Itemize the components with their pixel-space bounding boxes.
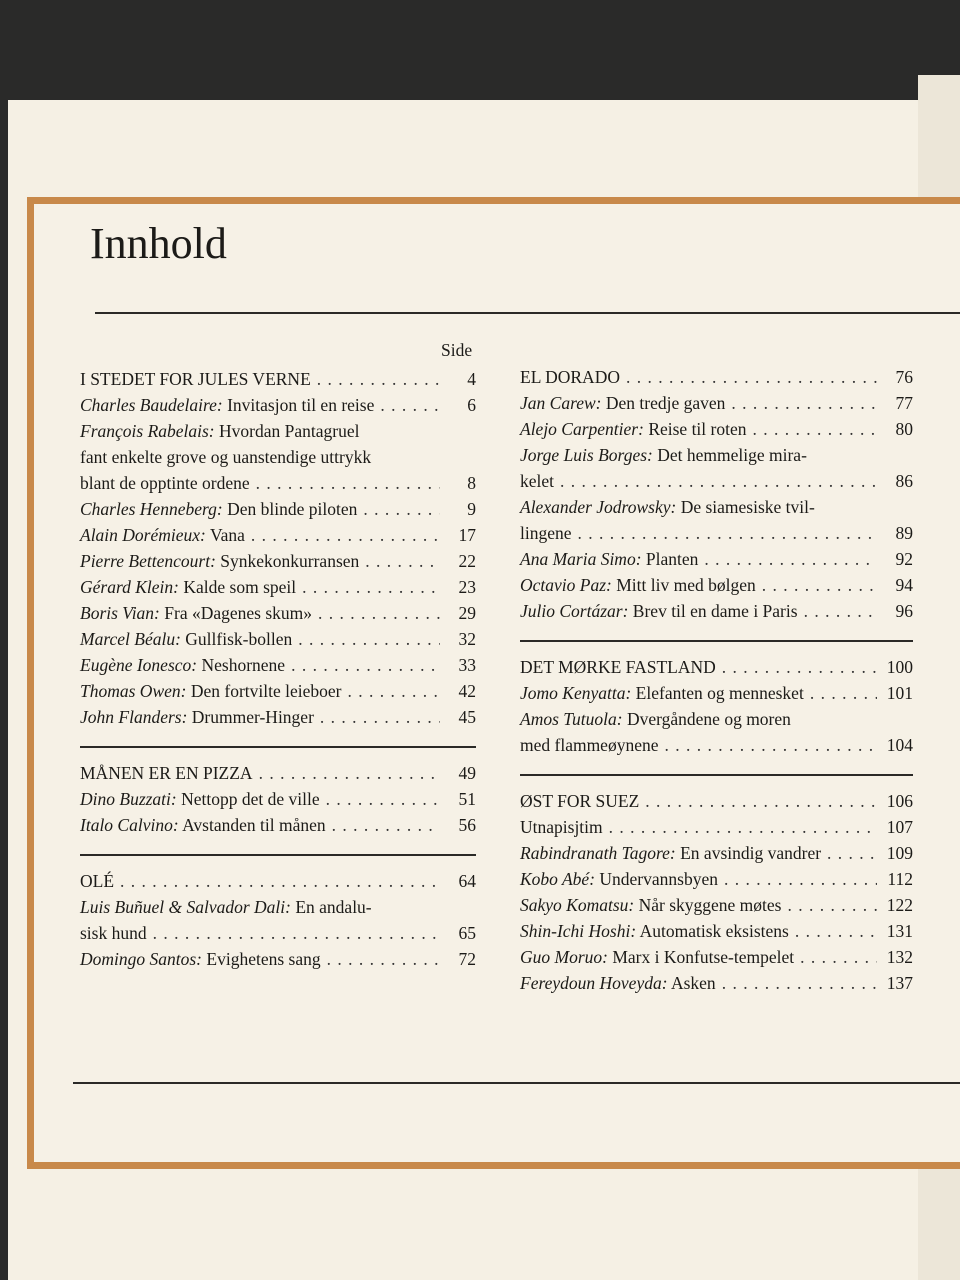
section-heading-text: MÅNEN ER EN PIZZA bbox=[80, 763, 253, 783]
entry-author: Fereydoun Hoveyda: bbox=[520, 973, 668, 993]
toc-entry bbox=[80, 812, 476, 838]
section-divider bbox=[80, 854, 476, 856]
entry-text bbox=[520, 598, 798, 624]
toc-entry bbox=[520, 814, 913, 840]
dot-leader bbox=[578, 520, 877, 546]
page-number: 49 bbox=[458, 763, 476, 783]
entry-text bbox=[520, 546, 698, 572]
entry-text bbox=[520, 494, 815, 520]
dot-leader bbox=[788, 892, 878, 918]
entry-text bbox=[520, 572, 756, 598]
dot-leader bbox=[363, 496, 440, 522]
entry-text bbox=[80, 812, 326, 838]
entry-author: Domingo Santos: bbox=[80, 949, 203, 969]
page-number: 132 bbox=[886, 947, 913, 967]
entry-title: Reise til roten bbox=[648, 419, 747, 439]
entry-text bbox=[520, 918, 789, 944]
entry-title: Den fortvilte leieboer bbox=[190, 681, 342, 701]
entry-title-continued: fant enkelte grove og uanstendige uttrykk bbox=[80, 447, 372, 467]
entry-author: Gérard Klein: bbox=[80, 577, 179, 597]
dot-leader bbox=[317, 366, 440, 392]
entry-title-continued: kelet bbox=[520, 471, 555, 491]
entry-title: Evighetens sang bbox=[206, 949, 321, 969]
entry-text bbox=[80, 626, 292, 652]
page-number: 9 bbox=[467, 499, 476, 519]
dot-leader bbox=[731, 390, 877, 416]
page-number: 64 bbox=[458, 871, 476, 891]
dot-leader bbox=[753, 416, 878, 442]
entry-author: Ana Maria Simo: bbox=[520, 549, 642, 569]
page-number: 45 bbox=[458, 707, 476, 727]
entry-author: Amos Tutuola: bbox=[520, 709, 623, 729]
entry-author: Kobo Abé: bbox=[520, 869, 596, 889]
entry-author: Charles Baudelaire: bbox=[80, 395, 223, 415]
entry-title: Fra «Dagenes skum» bbox=[164, 603, 313, 623]
entry-title: Elefanten og mennesket bbox=[635, 683, 804, 703]
entry-title-continued: sisk hund bbox=[80, 923, 147, 943]
page-number: 33 bbox=[458, 655, 476, 675]
dot-leader bbox=[326, 786, 440, 812]
entry-text bbox=[80, 894, 372, 920]
dot-leader bbox=[722, 654, 877, 680]
entry-title: Den tredje gaven bbox=[605, 393, 726, 413]
entry-title: Synkekonkurransen bbox=[220, 551, 360, 571]
toc-entry bbox=[520, 840, 913, 866]
toc-entry bbox=[80, 894, 476, 920]
toc-entry bbox=[80, 496, 476, 522]
dot-leader bbox=[810, 680, 877, 706]
toc-entry bbox=[80, 652, 476, 678]
entry-title: Undervannsbyen bbox=[599, 869, 718, 889]
entry-text bbox=[80, 548, 359, 574]
entry-title: Vana bbox=[209, 525, 245, 545]
toc-entry-continuation bbox=[80, 920, 476, 946]
entry-title: Mitt liv med bølgen bbox=[616, 575, 756, 595]
dot-leader bbox=[609, 814, 877, 840]
dot-leader bbox=[380, 392, 440, 418]
toc-entry bbox=[80, 678, 476, 704]
entry-title: De siamesiske tvil- bbox=[680, 497, 815, 517]
page-number: 76 bbox=[895, 367, 913, 387]
dot-leader bbox=[320, 704, 440, 730]
toc-entry bbox=[520, 390, 913, 416]
dot-leader bbox=[365, 548, 440, 574]
dot-leader bbox=[645, 788, 877, 814]
section-heading-text: DET MØRKE FASTLAND bbox=[520, 657, 716, 677]
page-number: 8 bbox=[467, 473, 476, 493]
dot-leader bbox=[800, 944, 877, 970]
left-toc-column bbox=[80, 366, 476, 972]
entry-text bbox=[80, 418, 359, 444]
dot-leader bbox=[120, 868, 440, 894]
page-number: 77 bbox=[895, 393, 913, 413]
entry-author: Octavio Paz: bbox=[520, 575, 612, 595]
entry-title: En avsindig vandrer bbox=[680, 843, 822, 863]
entry-author: Dino Buzzati: bbox=[80, 789, 177, 809]
entry-text bbox=[80, 392, 374, 418]
entry-author: Alain Dorémieux: bbox=[80, 525, 206, 545]
page-number: 131 bbox=[886, 921, 913, 941]
page-number: 80 bbox=[895, 419, 913, 439]
toc-entry-continuation bbox=[80, 470, 476, 496]
toc-entry bbox=[80, 946, 476, 972]
entry-author: Alejo Carpentier: bbox=[520, 419, 644, 439]
toc-entry bbox=[520, 598, 913, 624]
toc-entry bbox=[80, 704, 476, 730]
toc-entry bbox=[80, 786, 476, 812]
section-heading bbox=[80, 366, 476, 392]
dot-leader bbox=[665, 732, 878, 758]
entry-title: Dvergåndene og moren bbox=[626, 709, 791, 729]
toc-entry-continuation bbox=[520, 732, 913, 758]
toc-entry bbox=[80, 626, 476, 652]
page-number: 17 bbox=[458, 525, 476, 545]
page-number: 65 bbox=[458, 923, 476, 943]
dot-leader bbox=[626, 364, 877, 390]
page-number: 86 bbox=[895, 471, 913, 491]
toc-entry bbox=[520, 572, 913, 598]
entry-title: Når skyggene møtes bbox=[638, 895, 782, 915]
section-heading bbox=[520, 788, 913, 814]
entry-title-continued: med flammeøynene bbox=[520, 735, 659, 755]
entry-author: Luis Buñuel & Salvador Dali: bbox=[80, 897, 291, 917]
page-title: Innhold bbox=[90, 219, 227, 268]
toc-entry bbox=[520, 706, 913, 732]
section-heading bbox=[520, 364, 913, 390]
entry-title: Hvordan Pantagruel bbox=[219, 421, 360, 441]
toc-entry-continuation bbox=[80, 444, 476, 470]
entry-author: Thomas Owen: bbox=[80, 681, 187, 701]
dot-leader bbox=[827, 840, 877, 866]
toc-entry bbox=[520, 416, 913, 442]
page-number: 94 bbox=[895, 575, 913, 595]
entry-author: Italo Calvino: bbox=[80, 815, 179, 835]
section-divider bbox=[80, 746, 476, 748]
entry-author: Sakyo Komatsu: bbox=[520, 895, 635, 915]
entry-text bbox=[520, 970, 716, 996]
dot-leader bbox=[804, 598, 877, 624]
entry-text bbox=[520, 866, 718, 892]
entry-author: Alexander Jodrowsky: bbox=[520, 497, 677, 517]
toc-entry bbox=[520, 866, 913, 892]
dot-leader bbox=[256, 470, 440, 496]
entry-text bbox=[80, 786, 320, 812]
side-column-label: Side bbox=[441, 340, 473, 360]
toc-entry bbox=[520, 494, 913, 520]
page-number: 109 bbox=[886, 843, 913, 863]
page-number: 112 bbox=[887, 869, 913, 889]
entry-text bbox=[520, 840, 821, 866]
dot-leader bbox=[302, 574, 440, 600]
entry-author: Shin-Ichi Hoshi: bbox=[520, 921, 637, 941]
toc-entry bbox=[520, 892, 913, 918]
section-divider bbox=[520, 774, 913, 776]
page-number: 42 bbox=[458, 681, 476, 701]
entry-title: Nettopp det de ville bbox=[181, 789, 320, 809]
page-number: 56 bbox=[458, 815, 476, 835]
dot-leader bbox=[291, 652, 440, 678]
entry-author: Rabindranath Tagore: bbox=[520, 843, 676, 863]
dot-leader bbox=[298, 626, 440, 652]
page-number: 72 bbox=[458, 949, 476, 969]
toc-entry bbox=[80, 522, 476, 548]
entry-title: Gullfisk-bollen bbox=[185, 629, 293, 649]
entry-text bbox=[520, 944, 794, 970]
entry-author: Eugène Ionesco: bbox=[80, 655, 198, 675]
toc-entry-continuation bbox=[520, 520, 913, 546]
toc-entry bbox=[80, 574, 476, 600]
page-number: 4 bbox=[467, 369, 476, 389]
toc-entry bbox=[80, 600, 476, 626]
section-heading bbox=[520, 654, 913, 680]
entry-title: Utnapisjtim bbox=[520, 817, 603, 837]
dot-leader bbox=[259, 760, 440, 786]
entry-title: Drummer-Hinger bbox=[191, 707, 314, 727]
toc-entry-continuation bbox=[520, 468, 913, 494]
entry-title: Det hemmelige mira- bbox=[657, 445, 807, 465]
entry-title: Den blinde piloten bbox=[227, 499, 358, 519]
entry-text bbox=[520, 706, 791, 732]
section-heading-text: EL DORADO bbox=[520, 367, 620, 387]
entry-title: Invitasjon til en reise bbox=[227, 395, 375, 415]
page-number: 104 bbox=[886, 735, 913, 755]
entry-author: Julio Cortázar: bbox=[520, 601, 629, 621]
entry-text bbox=[80, 704, 314, 730]
dot-leader bbox=[560, 468, 877, 494]
page-number: 107 bbox=[886, 817, 913, 837]
bottom-rule bbox=[73, 1082, 960, 1084]
page-number: 29 bbox=[458, 603, 476, 623]
entry-title-continued: blant de opptinte ordene bbox=[80, 473, 250, 493]
entry-author: François Rabelais: bbox=[80, 421, 215, 441]
page-number: 51 bbox=[458, 789, 476, 809]
dot-leader bbox=[153, 920, 440, 946]
entry-author: Jomo Kenyatta: bbox=[520, 683, 632, 703]
section-heading-text: OLÉ bbox=[80, 871, 115, 891]
title-rule bbox=[95, 312, 960, 314]
section-heading bbox=[80, 760, 476, 786]
dot-leader bbox=[722, 970, 877, 996]
section-heading bbox=[80, 868, 476, 894]
dot-leader bbox=[724, 866, 877, 892]
page-number: 100 bbox=[886, 657, 913, 677]
entry-title: Planten bbox=[645, 549, 699, 569]
dot-leader bbox=[327, 946, 440, 972]
entry-text bbox=[520, 390, 725, 416]
entry-title: En andalu- bbox=[295, 897, 372, 917]
section-divider bbox=[520, 640, 913, 642]
entry-text bbox=[520, 416, 747, 442]
page-number: 23 bbox=[458, 577, 476, 597]
page-number: 6 bbox=[467, 395, 476, 415]
right-toc-column bbox=[520, 364, 913, 996]
entry-text bbox=[80, 574, 296, 600]
dot-leader bbox=[332, 812, 440, 838]
page-number: 96 bbox=[895, 601, 913, 621]
toc-entry bbox=[520, 970, 913, 996]
page-number: 101 bbox=[886, 683, 913, 703]
entry-title: Automatisk eksistens bbox=[639, 921, 789, 941]
entry-author: Pierre Bettencourt: bbox=[80, 551, 216, 571]
entry-text bbox=[80, 522, 245, 548]
entry-title: Avstanden til månen bbox=[182, 815, 326, 835]
entry-title: Brev til en dame i Paris bbox=[632, 601, 798, 621]
entry-text bbox=[80, 600, 312, 626]
entry-author: Jorge Luis Borges: bbox=[520, 445, 653, 465]
toc-entry bbox=[80, 392, 476, 418]
entry-author: Boris Vian: bbox=[80, 603, 160, 623]
entry-text bbox=[520, 892, 782, 918]
toc-entry bbox=[80, 418, 476, 444]
dot-leader bbox=[795, 918, 877, 944]
toc-entry bbox=[80, 548, 476, 574]
section-heading-text: ØST FOR SUEZ bbox=[520, 791, 640, 811]
dot-leader bbox=[347, 678, 440, 704]
section-heading-text: I STEDET FOR JULES VERNE bbox=[80, 369, 311, 389]
entry-text bbox=[80, 652, 285, 678]
entry-author: Marcel Béalu: bbox=[80, 629, 181, 649]
dot-leader bbox=[762, 572, 877, 598]
toc-entry bbox=[520, 680, 913, 706]
toc-entry bbox=[520, 918, 913, 944]
dot-leader bbox=[251, 522, 440, 548]
entry-author: Charles Henneberg: bbox=[80, 499, 223, 519]
toc-entry bbox=[520, 944, 913, 970]
entry-text bbox=[80, 678, 341, 704]
page-number: 22 bbox=[458, 551, 476, 571]
entry-author: Jan Carew: bbox=[520, 393, 602, 413]
entry-text bbox=[80, 946, 321, 972]
page-number: 137 bbox=[886, 973, 913, 993]
entry-title: Marx i Konfutse-tempelet bbox=[612, 947, 795, 967]
toc-entry bbox=[520, 546, 913, 572]
page-number: 106 bbox=[886, 791, 913, 811]
entry-text bbox=[520, 442, 807, 468]
entry-title-continued: lingene bbox=[520, 523, 572, 543]
dot-leader bbox=[318, 600, 440, 626]
page-number: 92 bbox=[895, 549, 913, 569]
entry-text bbox=[520, 680, 804, 706]
toc-entry bbox=[520, 442, 913, 468]
entry-text bbox=[80, 496, 357, 522]
page-number: 89 bbox=[895, 523, 913, 543]
page-number: 122 bbox=[886, 895, 913, 915]
entry-text bbox=[520, 814, 603, 840]
entry-author: Guo Moruo: bbox=[520, 947, 608, 967]
entry-title: Neshornene bbox=[201, 655, 286, 675]
dot-leader bbox=[704, 546, 877, 572]
entry-author: John Flanders: bbox=[80, 707, 188, 727]
page-number: 32 bbox=[458, 629, 476, 649]
entry-title: Kalde som speil bbox=[183, 577, 297, 597]
entry-title: Asken bbox=[670, 973, 716, 993]
